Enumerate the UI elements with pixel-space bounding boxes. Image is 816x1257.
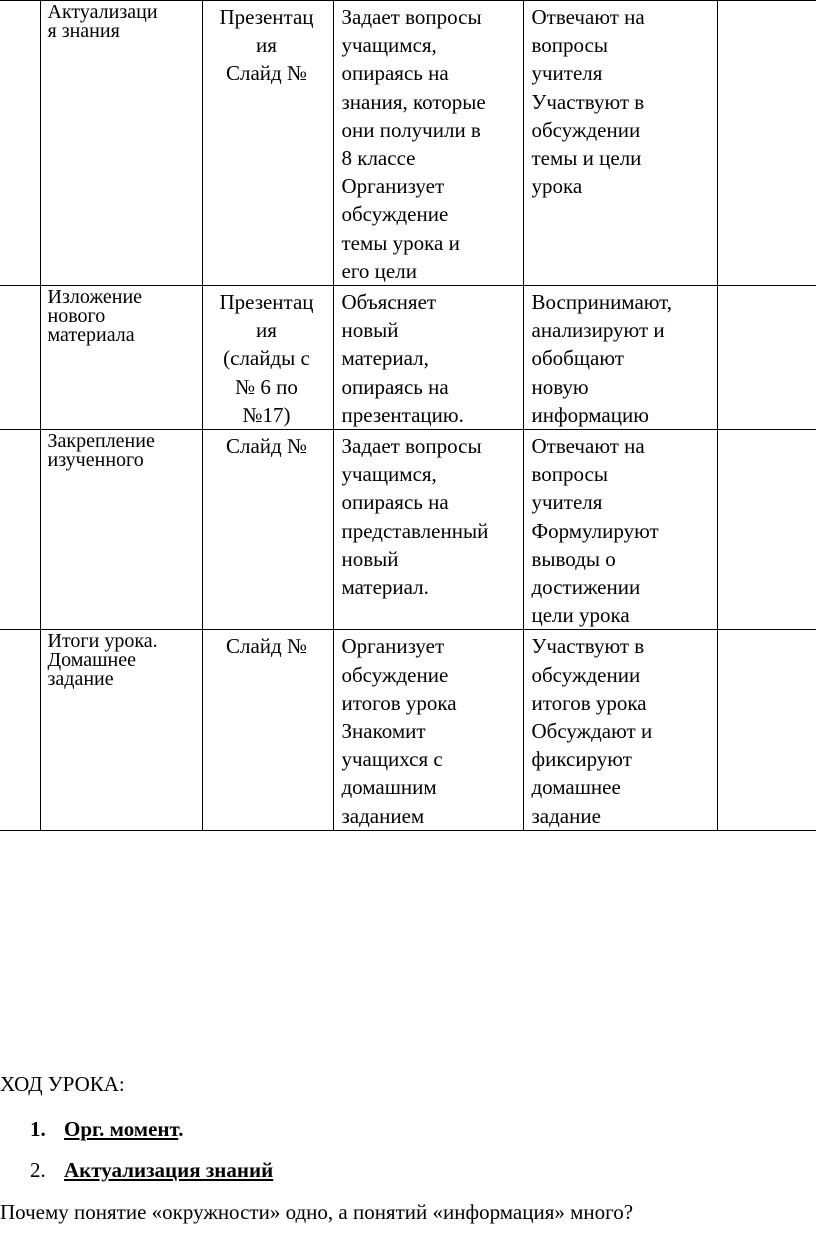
cell-line: 8 классе <box>341 146 416 171</box>
cell-line: опираясь на <box>341 61 449 86</box>
cell-line: ия <box>256 318 277 343</box>
list-item-actualization <box>30 1158 273 1183</box>
cell-line: Итоги урока. <box>47 630 158 653</box>
cell-line: учащихся с <box>341 747 443 772</box>
table-row <box>0 430 816 630</box>
cell-line: Формулируют <box>531 518 659 543</box>
student-activity-cell <box>523 430 717 630</box>
cell-line: домашним <box>341 775 437 800</box>
row-marker-cell <box>0 630 40 830</box>
cell-line: обсуждение <box>341 662 449 687</box>
row-marker-cell <box>0 286 40 430</box>
lesson-progress-heading: ХОД УРОКА: <box>0 1072 125 1096</box>
stage-cell <box>40 1 202 286</box>
list-number: 1. <box>30 1117 46 1141</box>
cell-line: учителя <box>531 61 603 86</box>
cell-line: нового <box>47 305 106 328</box>
cell-line: темы урока и <box>341 230 460 255</box>
teacher-activity-cell <box>333 286 523 430</box>
cell-line: задание <box>47 668 114 691</box>
cell-line: домашнее <box>531 775 621 800</box>
cell-line: темы и цели <box>531 146 642 171</box>
cell-line: Слайд № <box>225 634 308 659</box>
table-row <box>0 286 816 430</box>
cell-line: Организует <box>341 174 445 199</box>
cell-line: информацию <box>531 402 649 427</box>
discussion-question: Почему понятие «окружности» одно, а понятий «информация» много? <box>0 1200 634 1224</box>
cell-line: Объясняет <box>341 290 437 315</box>
student-activity-cell <box>523 630 717 830</box>
cell-line: обсуждении <box>531 117 641 142</box>
cell-line: материал, <box>341 346 429 371</box>
list-item-title: Актуализация знаний <box>64 1158 274 1182</box>
student-activity-cell <box>523 1 717 286</box>
cell-line: они получили в <box>341 117 481 142</box>
cell-line: Задает вопросы <box>341 434 482 459</box>
cell-line: урока <box>531 174 583 199</box>
list-item-org-moment <box>30 1117 184 1142</box>
cell-line: обсуждении <box>531 662 641 687</box>
cell-line: задание <box>531 803 601 828</box>
cell-line: Слайд № <box>225 61 308 86</box>
empty-cell <box>717 1 816 286</box>
cell-line: анализируют и <box>531 318 665 343</box>
empty-cell <box>717 286 816 430</box>
cell-line: Участвуют в <box>531 634 645 659</box>
list-item-suffix: . <box>178 1117 184 1141</box>
empty-cell <box>717 430 816 630</box>
cell-line: №17) <box>242 402 291 427</box>
cell-line: изученного <box>47 449 144 472</box>
cell-line: итогов урока <box>531 690 647 715</box>
cell-line: материал. <box>341 575 429 600</box>
cell-line: новый <box>341 318 399 343</box>
cell-line: вопросы <box>531 462 608 487</box>
resource-cell <box>202 286 333 430</box>
cell-line: учащимся, <box>341 33 437 58</box>
list-item-title: Орг. момент <box>64 1117 179 1141</box>
cell-line: Изложение <box>47 286 143 309</box>
cell-line: обсуждение <box>341 202 449 227</box>
cell-line: № 6 по <box>235 374 298 399</box>
cell-line: Организует <box>341 634 445 659</box>
cell-line: Участвуют в <box>531 89 645 114</box>
cell-line: ия <box>256 33 277 58</box>
cell-line: вопросы <box>531 33 608 58</box>
teacher-activity-cell <box>333 1 523 286</box>
cell-line: Знакомит <box>341 719 426 744</box>
resource-cell <box>202 430 333 630</box>
cell-line: Воспринимают, <box>531 290 673 315</box>
cell-line: Отвечают на <box>531 434 645 459</box>
cell-line: новый <box>341 546 399 571</box>
student-activity-cell <box>523 286 717 430</box>
cell-line: новую <box>531 374 589 399</box>
cell-line: Обсуждают и <box>531 719 653 744</box>
cell-line: Презентац <box>219 5 314 29</box>
cell-line: материала <box>47 324 135 347</box>
cell-line: я знания <box>47 20 120 42</box>
stage-cell <box>40 286 202 430</box>
resource-cell <box>202 630 333 830</box>
cell-line: (слайды с <box>223 346 310 371</box>
stage-cell <box>40 630 202 830</box>
cell-line: опираясь на <box>341 490 449 515</box>
teacher-activity-cell <box>333 430 523 630</box>
row-marker-cell <box>0 430 40 630</box>
cell-line: итогов урока <box>341 690 457 715</box>
cell-line: Слайд № <box>225 434 308 459</box>
cell-line: Актуализаци <box>47 1 158 23</box>
resource-cell <box>202 1 333 286</box>
cell-line: опираясь на <box>341 374 449 399</box>
cell-line: обобщают <box>531 346 624 371</box>
cell-line: достижении <box>531 575 641 600</box>
stage-cell <box>40 430 202 630</box>
cell-line: Презентац <box>219 290 314 315</box>
cell-line: его цели <box>341 258 417 283</box>
cell-line: Отвечают на <box>531 5 645 29</box>
cell-line: представленный <box>341 518 489 543</box>
cell-line: знания, которые <box>341 89 486 114</box>
cell-line: цели урока <box>531 603 630 628</box>
cell-line: учителя <box>531 490 603 515</box>
cell-line: выводы о <box>531 546 616 571</box>
table-row <box>0 1 816 286</box>
teacher-activity-cell <box>333 630 523 830</box>
list-number: 2. <box>30 1158 46 1182</box>
cell-line: презентацию. <box>341 402 464 427</box>
cell-line: фиксируют <box>531 747 632 772</box>
table-row <box>0 630 816 830</box>
cell-line: учащимся, <box>341 462 437 487</box>
cell-line: Закрепление <box>47 430 155 453</box>
cell-line: заданием <box>341 803 425 828</box>
row-marker-cell <box>0 1 40 286</box>
cell-line: Задает вопросы <box>341 5 482 29</box>
empty-cell <box>717 630 816 830</box>
cell-line: Домашнее <box>47 649 137 672</box>
